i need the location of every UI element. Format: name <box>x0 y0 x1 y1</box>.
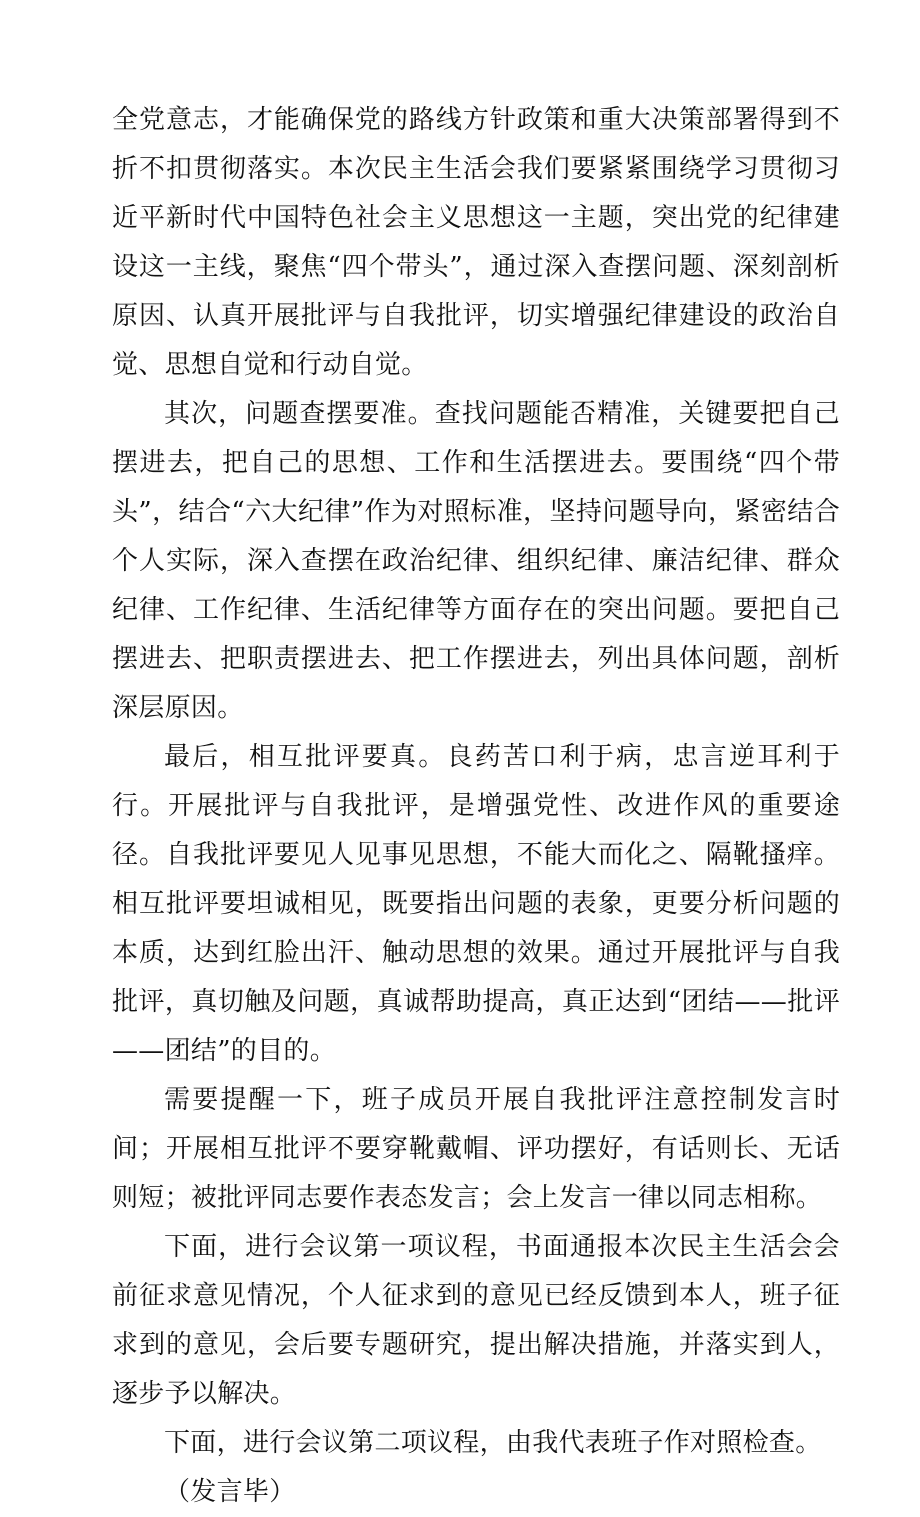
document-body <box>112 96 840 1517</box>
paragraph-reminder: 需要提醒一下，班子成员开展自我批评注意控制发言时间；开展相互批评不要穿靴戴帽、评功摆好，有话则长、无话则短；被批评同志要作表态发言；会上发言一律以同志相称。 <box>112 1085 840 1213</box>
paragraph-mutual-criticism: 最后，相互批评要真。良药苦口利于病，忠言逆耳利于行。开展批评与自我批评，是增强党性、改进作风的重要途径。自我批评要见人见事见思想，不能大而化之、隔靴搔痒。相互批评要坦诚相见，既要指出问题的表象，更要分析问题的本质，达到红脸出汗、触动思想的效果。通过开展批评与自我批评，真切触及问题，真诚帮助提高，真正达到“团结——批评——团结”的目的。 <box>112 742 840 1066</box>
closing-note: （发言毕） <box>164 1477 296 1507</box>
paragraph-agenda-item-one: 下面，进行会议第一项议程，书面通报本次民主生活会会前征求意见情况，个人征求到的意见已经反馈到本人，班子征求到的意见，会后要专题研究，提出解决措施，并落实到人，逐步予以解决。 <box>112 1232 840 1409</box>
paragraph-agenda-item-two: 下面，进行会议第二项议程，由我代表班子作对照检查。 <box>164 1428 822 1458</box>
paragraph-continuation: 全党意志，才能确保党的路线方针政策和重大决策部署得到不折不扣贯彻落实。本次民主生活会我们要紧紧围绕学习贯彻习近平新时代中国特色社会主义思想这一主题，突出党的纪律建设这一主线，聚焦“四个带头”，通过深入查摆问题、深刻剖析原因、认真开展批评与自我批评，切实增强纪律建设的政治自觉、思想自觉和行动自觉。 <box>112 105 840 380</box>
paragraph-problem-finding: 其次，问题查摆要准。查找问题能否精准，关键要把自己摆进去，把自己的思想、工作和生活摆进去。要围绕“四个带头”，结合“六大纪律”作为对照标准，坚持问题导向，紧密结合个人实际，深入查摆在政治纪律、组织纪律、廉洁纪律、群众纪律、工作纪律、生活纪律等方面存在的突出问题。要把自己摆进去、把职责摆进去、把工作摆进去，列出具体问题，剖析深层原因。 <box>112 399 840 723</box>
